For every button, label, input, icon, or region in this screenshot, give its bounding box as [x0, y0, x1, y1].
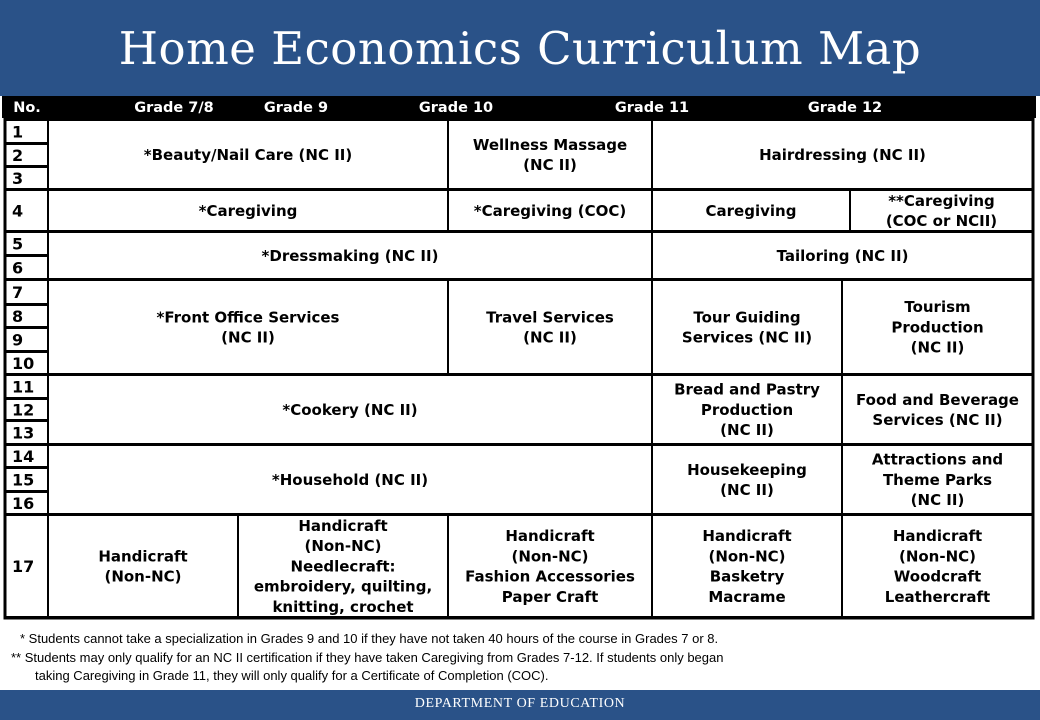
- row-number: 14: [12, 447, 35, 466]
- footnote-double-asterisk-line1: ** Students may only qualify for an NC II certification if they have taken Caregiving from Grades 7-12. If students only began: [11, 650, 724, 665]
- row-number: 17: [12, 557, 35, 576]
- cell-text-cookery: *Cookery (NC II): [282, 400, 418, 419]
- cell-text-food-beverage: Services (NC II): [872, 411, 1003, 430]
- row-number: 6: [12, 258, 24, 278]
- cell-text-handicraft-10: Paper Craft: [501, 587, 599, 606]
- cell-text-handicraft-9: Handicraft: [298, 516, 388, 535]
- cell-text-handicraft-11: Macrame: [708, 587, 786, 606]
- row-number: 5: [12, 234, 24, 254]
- row-number: 1: [12, 122, 24, 142]
- cell-text-travel: Travel Services: [486, 308, 614, 327]
- column-header: Grade 9: [263, 100, 329, 116]
- cell-text-handicraft-11: (Non-NC): [708, 547, 786, 566]
- cell-text-front-office: (NC II): [221, 328, 275, 347]
- row-number: 15: [12, 470, 35, 490]
- row-number: 11: [12, 377, 35, 397]
- cell-text-tourism: (NC II): [910, 338, 965, 357]
- cell-text-attractions: (NC II): [910, 491, 965, 510]
- cell-text-tailoring: Tailoring (NC II): [776, 246, 909, 265]
- cell-handicraft-78: [48, 515, 238, 617]
- cell-text-beauty: *Beauty/Nail Care (NC II): [143, 145, 353, 164]
- row-number: 9: [12, 330, 24, 350]
- row-number: 7: [12, 283, 24, 302]
- cell-text-wellness: Wellness Massage: [472, 135, 628, 154]
- row-number: 4: [12, 201, 24, 221]
- cell-text-handicraft-12: (Non-NC): [898, 547, 977, 566]
- cell-wellness: [448, 120, 652, 189]
- cell-travel: [448, 280, 652, 374]
- row-number: 8: [12, 307, 24, 326]
- row-number: 16: [12, 494, 35, 513]
- row-number: 2: [12, 146, 24, 165]
- cell-text-wellness: (NC II): [523, 156, 577, 175]
- footer-text: DEPARTMENT OF EDUCATION: [414, 696, 626, 711]
- cell-text-housekeeping: Housekeeping: [687, 460, 807, 479]
- row-number: 3: [12, 169, 24, 188]
- footer-bar: [0, 690, 1040, 720]
- cell-text-attractions: Theme Parks: [882, 470, 993, 489]
- cell-housekeeping: [652, 445, 842, 514]
- column-header: Grade 11: [614, 100, 690, 116]
- cell-text-travel: (NC II): [523, 328, 577, 347]
- cell-text-tour-guiding: Tour Guiding: [693, 308, 801, 327]
- footnote-single-asterisk: * Students cannot take a specialization in Grades 9 and 10 if they have not taken 40 hours of the course in Grades 7 or 8.: [20, 631, 719, 646]
- cell-text-handicraft-9: Needlecraft:: [290, 557, 396, 576]
- cell-text-caregiving-11: Caregiving: [705, 201, 797, 220]
- cell-text-caregiving-12: (COC or NCII): [885, 212, 998, 231]
- cell-text-handicraft-9: embroidery, quilting,: [253, 577, 433, 596]
- cell-text-handicraft-11: Basketry: [709, 567, 785, 586]
- cell-text-household: *Household (NC II): [271, 470, 429, 489]
- column-header: Grade 12: [807, 100, 883, 116]
- column-header: Grade 10: [418, 100, 494, 116]
- cell-food-beverage: [842, 375, 1033, 444]
- cell-text-bread: Bread and Pastry: [674, 380, 820, 399]
- cell-text-handicraft-12: Woodcraft: [893, 567, 982, 586]
- cell-text-handicraft-10: Fashion Accessories: [465, 567, 635, 586]
- cell-text-handicraft-12: Leathercraft: [884, 587, 991, 606]
- footnote-double-asterisk-line2: taking Caregiving in Grade 11, they will only qualify for a Certificate of Completion (COC).: [35, 668, 549, 683]
- cell-text-caregiving-12: **Caregiving: [888, 191, 995, 210]
- cell-text-bread: (NC II): [720, 421, 774, 440]
- cell-text-handicraft-78: (Non-NC): [104, 567, 182, 586]
- cell-text-handicraft-12: Handicraft: [892, 527, 983, 546]
- title-bar: [0, 0, 1040, 96]
- cell-text-attractions: Attractions and: [871, 450, 1004, 469]
- cell-text-hairdressing: Hairdressing (NC II): [759, 145, 926, 164]
- cell-text-handicraft-9: (Non-NC): [304, 537, 382, 556]
- cell-text-handicraft-10: (Non-NC): [511, 547, 589, 566]
- row-number: 10: [12, 354, 35, 373]
- cell-text-front-office: *Front Office Services: [156, 308, 340, 327]
- cell-text-caregiving-78-9: *Caregiving: [198, 201, 298, 220]
- cell-text-bread: Production: [700, 400, 794, 419]
- row-number: 12: [12, 400, 35, 420]
- cell-text-handicraft-9: knitting, crochet: [272, 597, 414, 616]
- page-title: Home Economics Curriculum Map: [118, 22, 922, 75]
- cell-text-tourism: Tourism: [904, 298, 971, 317]
- cell-text-tourism: Production: [891, 318, 984, 337]
- row-number: 13: [12, 423, 35, 443]
- column-header: No.: [13, 100, 41, 116]
- cell-text-dressmaking: *Dressmaking (NC II): [261, 246, 439, 265]
- cell-text-caregiving-10: *Caregiving (COC): [473, 201, 627, 220]
- cell-text-tour-guiding: Services (NC II): [681, 328, 813, 347]
- cell-text-housekeeping: (NC II): [720, 481, 774, 500]
- cell-text-handicraft-78: Handicraft: [98, 547, 188, 566]
- curriculum-grid: [2, 96, 1036, 620]
- curriculum-table: [2, 96, 1036, 620]
- cell-front-office: [48, 280, 448, 374]
- cell-text-handicraft-11: Handicraft: [702, 527, 792, 546]
- cell-text-handicraft-10: Handicraft: [505, 527, 595, 546]
- cell-text-food-beverage: Food and Beverage: [856, 390, 1019, 409]
- cell-tour-guiding: [652, 280, 842, 374]
- column-header: Grade 7/8: [134, 100, 214, 116]
